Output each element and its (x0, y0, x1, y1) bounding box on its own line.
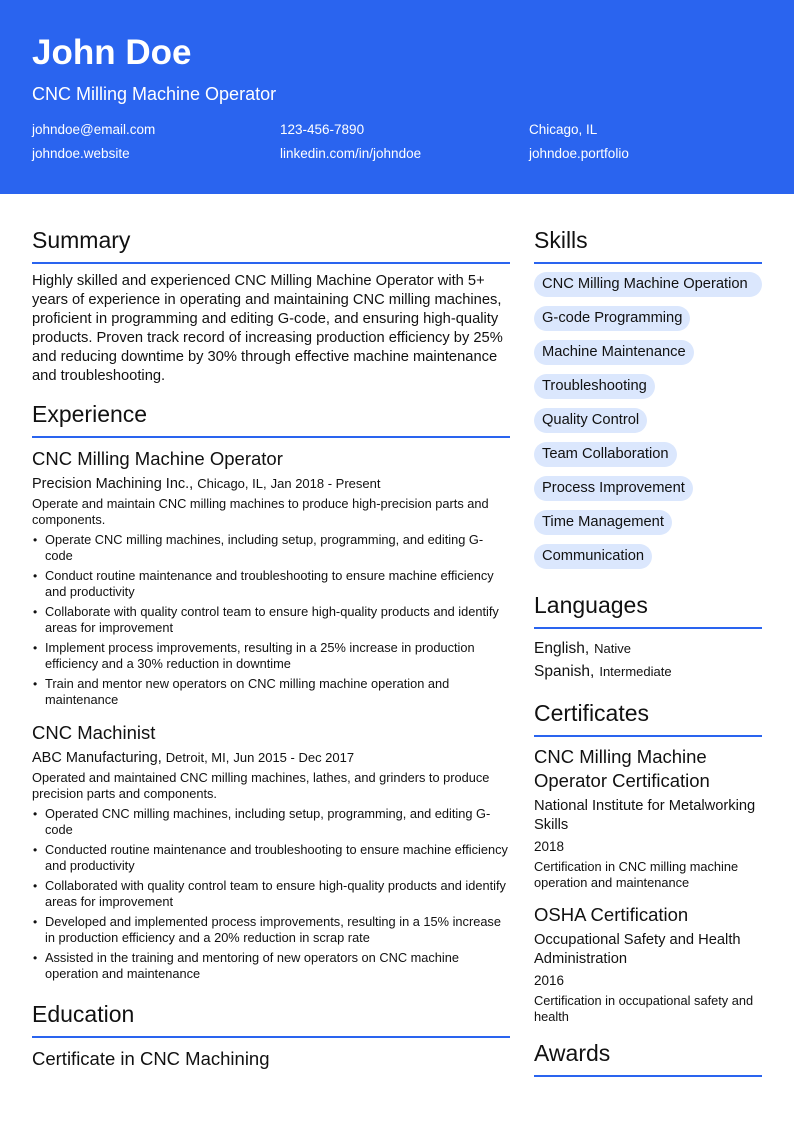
skill-pill: Team Collaboration (534, 442, 677, 467)
contact-location: Chicago, IL (529, 122, 598, 137)
job-bullet: • Conducted routine maintenance and troubleshooting to ensure machine efficiency and productivity (32, 842, 510, 874)
skill-pill: Time Management (534, 510, 672, 535)
job-bullet: • Operate CNC milling machines, including setup, programming, and editing G-code (32, 532, 510, 564)
job-bullet: • Conduct routine maintenance and troubleshooting to ensure machine efficiency and productivity (32, 568, 510, 600)
skill-pill: Troubleshooting (534, 374, 655, 399)
certificate-org: National Institute for Metalworking Skills (534, 798, 756, 833)
education-item: Certificate in CNC Machining (32, 1048, 270, 1069)
job-bullet: • Implement process improvements, resulting in a 25% increase in production efficiency and a 30% reduction in downtime (32, 640, 510, 672)
education-heading: Education (32, 1000, 510, 1038)
job-bullets (32, 532, 510, 708)
job-location: Detroit, MI, (165, 750, 230, 765)
job-dates: Jan 2018 - Present (270, 476, 381, 491)
experience-heading: Experience (32, 400, 510, 438)
skill-pill: CNC Milling Machine Operation (534, 272, 762, 297)
contact-portfolio[interactable]: johndoe.portfolio (529, 146, 629, 161)
language-item (534, 637, 762, 660)
job-bullet: • Collaborate with quality control team to ensure high-quality products and identify areas for improvement (32, 604, 510, 636)
job-company: Precision Machining Inc., (32, 476, 194, 492)
job-entry (32, 722, 510, 982)
job-dates: Jun 2015 - Dec 2017 (233, 750, 355, 765)
languages-list (534, 637, 762, 683)
language-level: Intermediate (599, 664, 672, 679)
language-name: Spanish, (534, 663, 595, 680)
right-column (534, 226, 762, 1085)
job-bullets (32, 806, 510, 982)
certificate-year: 2018 (534, 839, 565, 854)
job-bullet: • Developed and implemented process improvements, resulting in a 15% increase in production efficiency and a 20% reduction in scrap rate (32, 914, 510, 946)
job-description: Operated and maintained CNC milling machines, lathes, and grinders to produce precision parts and components. (32, 770, 490, 801)
certificate-entry (534, 745, 762, 891)
summary-text: Highly skilled and experienced CNC Milling Machine Operator with 5+ years of experience in operating and maintaining CNC milling machines, proficient in programming and editing G-code, and ensuring high-quality products. Proven track record of increasing production efficiency by 25% and reducing downtime by 30% through effective machine maintenance and troubleshooting. (32, 273, 503, 384)
job-meta (32, 475, 510, 493)
job-entry (32, 448, 510, 708)
skill-pill: G-code Programming (534, 306, 690, 331)
language-item (534, 660, 762, 683)
left-column (32, 226, 510, 1070)
language-name: English, (534, 640, 590, 657)
certificates-heading: Certificates (534, 699, 762, 737)
job-title: CNC Milling Machine Operator (32, 448, 283, 469)
job-meta (32, 749, 510, 767)
skill-pill: Quality Control (534, 408, 647, 433)
contact-linkedin[interactable]: linkedin.com/in/johndoe (280, 146, 422, 161)
skill-pill: Process Improvement (534, 476, 693, 501)
job-bullet: • Train and mentor new operators on CNC milling machine operation and maintenance (32, 676, 510, 708)
languages-heading: Languages (534, 591, 762, 629)
skill-pill: Machine Maintenance (534, 340, 694, 365)
job-description: Operate and maintain CNC milling machines to produce high-precision parts and components. (32, 496, 489, 527)
job-bullet: • Collaborated with quality control team to ensure high-quality products and identify areas for improvement (32, 878, 510, 910)
skills-heading: Skills (534, 226, 762, 264)
certificate-title: CNC Milling Machine Operator Certification (534, 746, 710, 791)
language-level: Native (594, 641, 632, 656)
certificate-year: 2016 (534, 973, 565, 988)
job-company: ABC Manufacturing, (32, 750, 162, 766)
certificate-description: Certification in occupational safety and health (534, 993, 754, 1024)
contact-website[interactable]: johndoe.website (32, 146, 130, 161)
skills-list (534, 272, 762, 569)
certificate-org: Occupational Safety and Health Administration (534, 932, 741, 967)
summary-heading: Summary (32, 226, 510, 264)
certificate-entry (534, 903, 762, 1025)
candidate-title: CNC Milling Machine Operator (32, 84, 277, 104)
contact-phone[interactable]: 123-456-7890 (280, 122, 365, 137)
certificate-description: Certification in CNC milling machine operation and maintenance (534, 859, 739, 890)
job-title: CNC Machinist (32, 722, 156, 743)
contact-email[interactable]: johndoe@email.com (32, 122, 156, 137)
resume-header (0, 0, 794, 194)
awards-heading: Awards (534, 1039, 762, 1077)
job-bullet: • Assisted in the training and mentoring of new operators on CNC machine operation and maintenance (32, 950, 510, 982)
job-bullet: • Operated CNC milling machines, including setup, programming, and editing G-code (32, 806, 510, 838)
candidate-name: John Doe (32, 33, 192, 72)
certificate-title: OSHA Certification (534, 904, 689, 925)
job-location: Chicago, IL, (197, 476, 267, 491)
skill-pill: Communication (534, 544, 652, 569)
